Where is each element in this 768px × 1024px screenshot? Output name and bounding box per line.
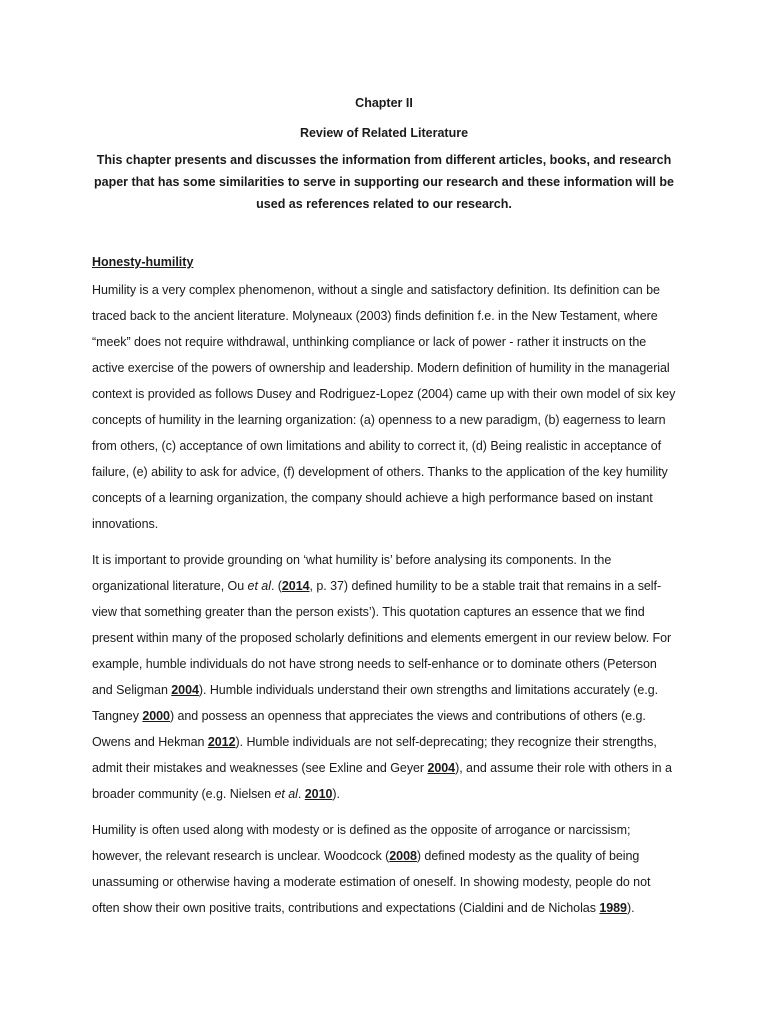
- text-run: ).: [332, 787, 340, 801]
- citation-link[interactable]: 2000: [142, 709, 170, 723]
- text-run: ).: [626, 901, 635, 915]
- text-run: ). Humble individuals are not self-deprecating; they recognize their strengths, admit their mistakes and weaknesses (see Exline and Geyer: [92, 735, 657, 775]
- italic-run: et al: [274, 787, 298, 801]
- text-run: .: [297, 787, 305, 801]
- citation-link[interactable]: 2014: [281, 579, 310, 593]
- paragraph-1: Humility is a very complex phenomenon, without a single and satisfactory definition. Its definition can be traced back to the ancient literature. Molyneaux (2003) finds definition f.e. in the New Testament, where “meek” does not require withdrawal, unthinking compliance or lack of power - rather it instructs on the active exercise of the powers of ownership and leadership. Modern definition of humility in the managerial context is provided as follows Dusey and Rodriguez-Lopez (2004) came up with their own model of six key concepts of humility in the learning organization: (a) openness to a new paradigm, (b) eagerness to learn from others, (c) acceptance of own limitations and ability to correct it, (d) Being realistic in acceptance of failure, (e) ability to ask for advice, (f) development of others. Thanks to the application of the key humility concepts of a learning organization, the company should achieve a high performance based on instant innovations.: [92, 283, 676, 531]
- citation-link[interactable]: 2004: [171, 683, 199, 697]
- text-run: ). Humble individuals understand their own strengths and limitations accurately (e.g. Tangney: [92, 683, 659, 723]
- citation-link[interactable]: 1989: [599, 901, 627, 915]
- paragraph-2: [92, 547, 676, 807]
- citation-link[interactable]: 2008: [389, 849, 417, 863]
- text-run: ) and possess an openness that appreciates the views and contributions of others (e.g. Owens and Hekman: [92, 709, 646, 749]
- text-run: It is important to provide grounding on ‘what humility is’ before analysing its components. In the organizational literature, Ou: [92, 553, 612, 593]
- text-run: , p. 37) defined humility to be a stable trait that remains in a self-view that something greater than the person exists’). This quotation captures an essence that we find present within many of the proposed scholarly definitions and elements emergent in our review below. For example, humble individuals do not have strong needs to self-enhance or to dominate others (Peterson and Seligman: [92, 579, 672, 697]
- text-run: . (: [270, 579, 282, 593]
- chapter-label: Chapter II: [355, 96, 413, 110]
- citation-link[interactable]: 2012: [207, 735, 236, 749]
- text-run: ) defined modesty as the quality of being unassuming or otherwise having a moderate estimation of oneself. In showing modesty, people do not often show their own positive traits, contributions and expectations (Cialdini and de Nicholas: [92, 849, 651, 915]
- paragraph-3: [92, 817, 676, 921]
- page-title: Review of Related Literature: [299, 126, 469, 140]
- text-run: ), and assume their role with others in a broader community (e.g. Nielsen: [92, 761, 672, 801]
- citation-link[interactable]: 2010: [304, 787, 333, 801]
- chapter-intro: This chapter presents and discusses the information from different articles, books, and research paper that has some similarities to serve in supporting our research and these information will be used as references related to our research.: [94, 153, 675, 211]
- text-run: Humility is often used along with modesty or is defined as the opposite of arrogance or narcissism; however, the relevant research is unclear. Woodcock (: [92, 823, 631, 863]
- citation-link[interactable]: 2004: [427, 761, 456, 775]
- italic-run: et al: [247, 579, 271, 593]
- section-heading: Honesty-humility: [92, 255, 194, 269]
